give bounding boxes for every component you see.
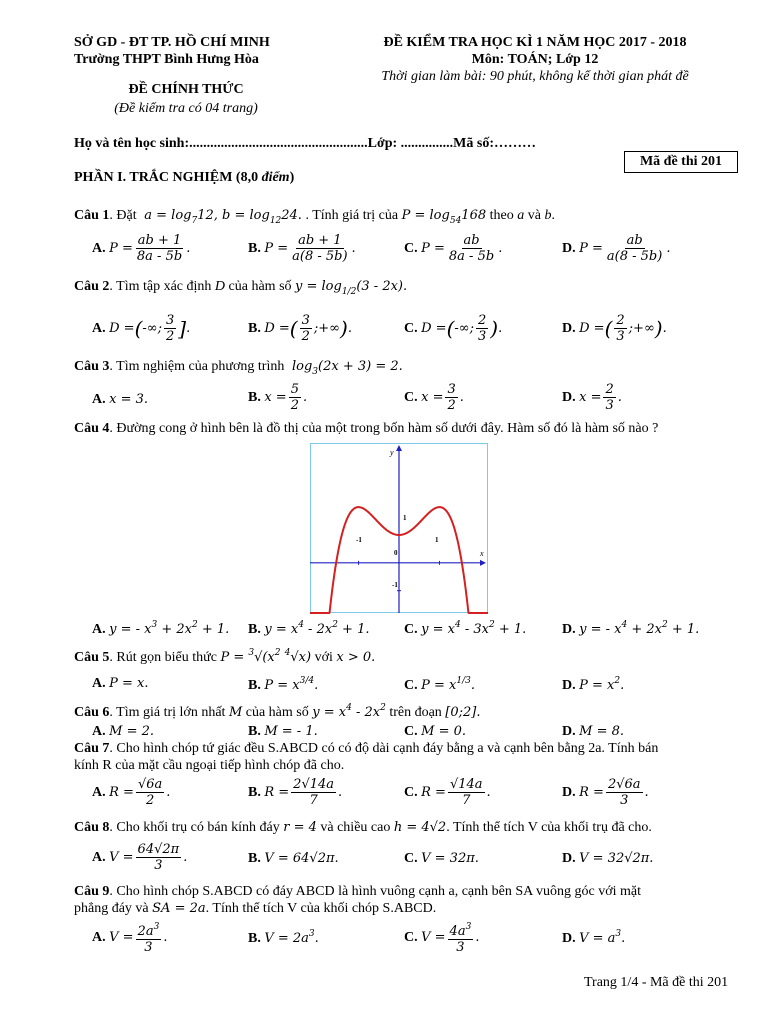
origin-label: 0	[394, 549, 398, 557]
q8-option-d[interactable]: D. V = 32√2π.	[562, 851, 654, 866]
question-4: Câu 4. Đường cong ở hình bên là đồ thị của một trong bốn hàm số dưới đây. Hàm số đó là hàm số nào ?	[74, 421, 659, 436]
q8-option-a[interactable]: A. V = $\frac{64√2\pi}{3}$ .	[92, 842, 188, 873]
question-9-cont: phẳng đáy và SA = 2a. Tính thể tích V của khối chóp S.ABCD.	[74, 901, 437, 916]
q3-option-c[interactable]: C. x = $\frac{3}{2}$ .	[404, 382, 464, 413]
page-count: (Đề kiểm tra có 04 trang)	[114, 101, 258, 116]
tick-label-y-pos: 1	[403, 514, 407, 522]
page-footer: Trang 1/4 - Mã đề thi 201	[584, 975, 729, 990]
q9-option-c[interactable]: C. V = $\frac{4a^3}{3}$ .	[404, 922, 480, 955]
q9-option-b[interactable]: B. $V = 2a^3$.	[248, 929, 319, 946]
q1-option-d[interactable]: D. P = $\frac{ab}{a(8 - 5b)}$ .	[562, 233, 671, 264]
q4-option-a[interactable]: A. y = - $x^3 + 2x^2 + 1$.	[92, 620, 230, 637]
question-7: Câu 7. Cho hình chóp tứ giác đều S.ABCD có có độ dài cạnh đáy bằng a và cạnh bên bằng 2a. Tính bán	[74, 741, 659, 756]
question-8: Câu 8. Cho khối trụ có bán kính đáy r = 4 và chiều cao h = 4√2. Tính thể tích V của khối trụ đã cho.	[74, 820, 652, 835]
dept-name: SỞ GD - ĐT TP. HỒ CHÍ MINH	[74, 35, 270, 50]
x-axis-label: x	[480, 549, 484, 558]
question-6: Câu 6. Tìm giá trị lớn nhất M của hàm số $y = x^4 - 2x^2$ trên đoạn [0;2].	[74, 703, 481, 720]
y-axis-label: y	[390, 448, 394, 457]
q2-option-a[interactable]: A. D =(-∞; $\frac{3}{2}$ ].	[92, 313, 191, 344]
q1-option-a[interactable]: A. P = $\frac{ab + 1}{8a - 5b}$ .	[92, 233, 191, 264]
q3-option-d[interactable]: D. x = $\frac{2}{3}$ .	[562, 382, 622, 413]
q5-option-c[interactable]: C. $P = x^{1/3}$.	[404, 676, 475, 693]
exam-code-box: Mã đề thi 201	[624, 151, 738, 173]
time-line: Thời gian làm bài: 90 phút, không kể thời gian phát đề	[381, 69, 689, 84]
q5-option-a[interactable]: A. P = x.	[92, 676, 149, 691]
function-graph	[310, 443, 490, 615]
q7-option-c[interactable]: C. R = $\frac{√14a}{7}$ .	[404, 777, 491, 808]
subject-line: Môn: TOÁN; Lớp 12	[471, 52, 599, 67]
q7-option-b[interactable]: B. R = $\frac{2√14a}{7}$ .	[248, 777, 343, 808]
tick-label-x-pos: 1	[435, 536, 439, 544]
question-3: Câu 3. Tìm nghiệm của phương trình $\log_3(2x + 3) = 2$.	[74, 359, 403, 377]
q5-option-d[interactable]: D. $P = x^2$.	[562, 676, 625, 693]
question-1: Câu 1. Đặt $a = \log_712$, $b = \log_{12}24$. . Tính giá trị của $P = \log_{54}168$ theo a và b.	[74, 208, 555, 226]
q9-option-d[interactable]: D. $V = a^3$.	[562, 929, 626, 946]
q9-option-a[interactable]: A. V = $\frac{2a^3}{3}$ .	[92, 922, 168, 955]
q4-option-b[interactable]: B. $y = x^4 - 2x^2 + 1$.	[248, 620, 370, 637]
tick-label-y-neg: -1	[392, 581, 398, 589]
section-title: PHẦN I. TRẮC NGHIỆM (8,0 điểm)	[74, 170, 295, 185]
q7-option-a[interactable]: A. R = $\frac{√6a}{2}$ .	[92, 777, 171, 808]
q2-option-b[interactable]: B. D =( $\frac{3}{2}$ ;+∞).	[248, 313, 352, 344]
q8-option-c[interactable]: C. V = 32π.	[404, 851, 479, 866]
x-axis-arrow	[480, 560, 486, 566]
q3-option-b[interactable]: B. x = $\frac{5}{2}$ .	[248, 382, 308, 413]
q7-option-d[interactable]: D. R = $\frac{2√6a}{3}$ .	[562, 777, 649, 808]
question-7-cont: kính R của mặt cầu ngoại tiếp hình chóp đã cho.	[74, 758, 345, 773]
q6-option-a[interactable]: A. M = 2.	[92, 724, 154, 739]
q4-option-d[interactable]: D. y = - $x^4 + 2x^2 + 1$.	[562, 620, 700, 637]
q4-option-c[interactable]: C. $y = x^4 - 3x^2 + 1$.	[404, 620, 527, 637]
q6-option-d[interactable]: D. M = 8.	[562, 724, 624, 739]
question-9: Câu 9. Cho hình chóp S.ABCD có đáy ABCD là hình vuông cạnh a, cạnh bên SA vuông góc với mặt	[74, 884, 641, 899]
student-info-line: Họ và tên học sinh:...................................................Lớp: ...............Mã số:………	[74, 136, 536, 151]
q2-option-c[interactable]: C. D =(-∞; $\frac{2}{3}$ ).	[404, 313, 503, 344]
q3-option-a[interactable]: A. x = 3.	[92, 392, 149, 407]
q2-option-d[interactable]: D. D =( $\frac{2}{3}$ ;+∞).	[562, 313, 667, 344]
y-axis-arrow	[396, 445, 402, 451]
q5-option-b[interactable]: B. $P = x^{3/4}$.	[248, 676, 319, 693]
q1-option-c[interactable]: C. P = $\frac{ab}{8a - 5b}$ .	[404, 233, 503, 264]
exam-title: ĐỀ KIỂM TRA HỌC KÌ 1 NĂM HỌC 2017 - 2018	[383, 35, 687, 50]
q8-option-b[interactable]: B. V = 64√2π.	[248, 851, 339, 866]
school-name: Trường THPT Bình Hưng Hòa	[74, 52, 259, 67]
q1-option-b[interactable]: B. P = $\frac{ab + 1}{a(8 - 5b)}$ .	[248, 233, 356, 264]
question-2: Câu 2. Tìm tập xác định D của hàm số $y = \log_{1/2}(3 - 2x)$.	[74, 279, 408, 297]
question-5: Câu 5. Rút gọn biểu thức $P = ^3√(x^2$ $^4$√x) với x > 0.	[74, 648, 376, 665]
q6-option-c[interactable]: C. M = 0.	[404, 724, 466, 739]
tick-label-x-neg: -1	[356, 536, 362, 544]
official-label: ĐỀ CHÍNH THỨC	[128, 82, 244, 97]
q6-option-b[interactable]: B. M = - 1.	[248, 724, 318, 739]
